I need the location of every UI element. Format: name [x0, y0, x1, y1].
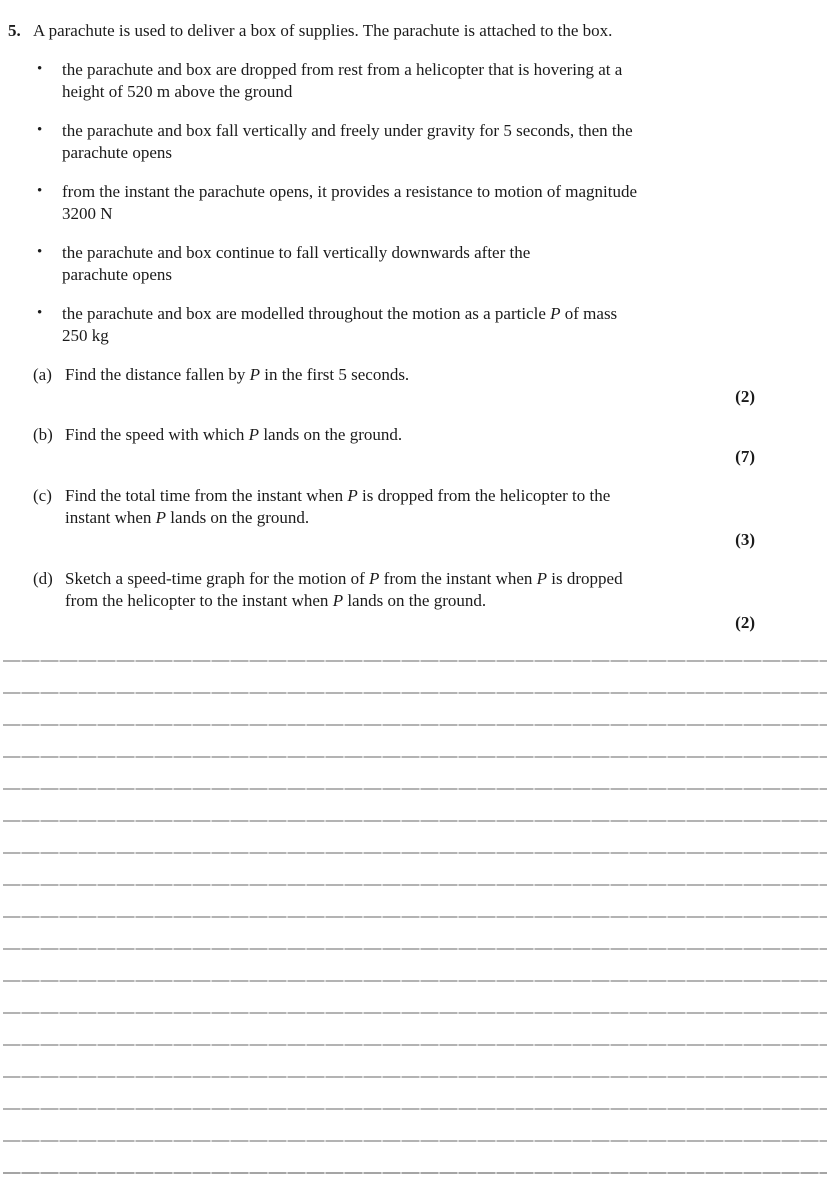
part-text [65, 364, 750, 386]
answer-lines-section [0, 634, 830, 1174]
marks-badge: (2) [735, 387, 755, 406]
bullet-text-line [62, 120, 750, 142]
answer-rule-line [3, 950, 827, 982]
question-parts [0, 364, 830, 634]
marks-badge: (2) [735, 613, 755, 632]
part-text-line [65, 507, 750, 529]
question-intro-text: A parachute is used to deliver a box of supplies. The parachute is attached to the box. [33, 21, 613, 40]
answer-rule-line [3, 1046, 827, 1078]
marks-badge: (7) [735, 447, 755, 466]
text-segment: Find the speed with which [65, 425, 249, 444]
marks-row [0, 612, 830, 634]
italic-variable: P [249, 365, 260, 384]
bullet-text [62, 59, 750, 103]
answer-rule-line [3, 822, 827, 854]
italic-variable: P [155, 508, 167, 527]
italic-variable: P [369, 569, 380, 588]
marks-row [0, 446, 830, 468]
text-segment: 3200 N [62, 204, 113, 223]
bullet-text-line [62, 242, 750, 264]
bullet-icon: • [37, 122, 43, 138]
bullet-text [62, 181, 750, 225]
answer-rule-line [3, 634, 827, 662]
text-segment: lands on the ground. [259, 425, 403, 444]
text-segment: of mass [560, 304, 618, 323]
text-segment: 250 kg [62, 326, 109, 345]
marks-row [0, 386, 830, 408]
question-intro [0, 20, 830, 42]
bullet-text [62, 303, 750, 347]
part-text [65, 485, 750, 529]
part-text-line [65, 485, 750, 507]
part-text-line [65, 568, 750, 590]
question-part [0, 364, 830, 386]
answer-rule-line [3, 1014, 827, 1046]
answer-rule-line [3, 758, 827, 790]
bullet-text-line [62, 59, 750, 81]
question-part [0, 424, 830, 446]
bullet-text-line [62, 264, 750, 286]
part-text [65, 424, 750, 446]
text-segment: lands on the ground. [166, 508, 310, 527]
answer-rule-line [3, 694, 827, 726]
part-text-line [65, 364, 750, 386]
answer-rule-line [3, 790, 827, 822]
question-number: 5. [8, 21, 21, 40]
answer-rule-line [3, 726, 827, 758]
text-segment: parachute opens [62, 265, 172, 284]
text-segment: from the instant the parachute opens, it provides a resistance to motion of magnitude [62, 182, 638, 201]
text-segment: in the first 5 seconds. [259, 365, 410, 384]
answer-rule-line [3, 1110, 827, 1142]
bullet-text [62, 242, 750, 286]
answer-rule-line [3, 854, 827, 886]
bullet-list [0, 59, 830, 347]
answer-rule-line [3, 886, 827, 918]
bullet-text [62, 120, 750, 164]
part-label: (c) [33, 486, 52, 505]
text-segment: parachute opens [62, 143, 172, 162]
question-part [0, 485, 830, 529]
part-text-line [65, 590, 750, 612]
text-segment: the parachute and box are modelled throughout the motion as a particle [62, 304, 551, 323]
bullet-text-line [62, 325, 750, 347]
part-text-line [65, 424, 750, 446]
answer-rule-line [3, 1142, 827, 1174]
bullet-item [0, 242, 830, 286]
text-segment: Find the distance fallen by [65, 365, 250, 384]
marks-badge: (3) [735, 530, 755, 549]
italic-variable: P [248, 425, 260, 444]
part-label: (b) [33, 425, 53, 444]
part-label: (d) [33, 569, 53, 588]
italic-variable: P [550, 304, 561, 323]
answer-rule-line [3, 982, 827, 1014]
bullet-text-line [62, 142, 750, 164]
bullet-item [0, 181, 830, 225]
text-segment: is dropped [547, 569, 623, 588]
part-label: (a) [33, 365, 52, 384]
bullet-text-line [62, 303, 750, 325]
answer-rule-line [3, 662, 827, 694]
text-segment: is dropped from the helicopter to the [357, 486, 611, 505]
text-segment: height of 520 m above the ground [62, 82, 293, 101]
bullet-text-line [62, 81, 750, 103]
text-segment: the parachute and box fall vertically and freely under gravity for 5 seconds, then the [62, 121, 633, 140]
italic-variable: P [347, 486, 358, 505]
bullet-icon: • [37, 183, 43, 199]
bullet-text-line [62, 203, 750, 225]
text-segment: lands on the ground. [343, 591, 487, 610]
answer-rule-line [3, 1078, 827, 1110]
bullet-icon: • [37, 305, 43, 321]
text-segment: instant when [65, 508, 156, 527]
bullet-item [0, 59, 830, 103]
text-segment: Find the total time from the instant when [65, 486, 348, 505]
question-part [0, 568, 830, 612]
bullet-text-line [62, 181, 750, 203]
text-segment: from the helicopter to the instant when [65, 591, 333, 610]
text-segment: from the instant when [379, 569, 537, 588]
italic-variable: P [332, 591, 344, 610]
part-text [65, 568, 750, 612]
italic-variable: P [536, 569, 548, 588]
text-segment: Sketch a speed-time graph for the motion of [65, 569, 370, 588]
text-segment: the parachute and box are dropped from rest from a helicopter that is hovering at a [62, 60, 623, 79]
bullet-icon: • [37, 244, 43, 260]
bullet-icon: • [37, 61, 43, 77]
text-segment: the parachute and box continue to fall vertically downwards after the [62, 243, 531, 262]
answer-rule-line [3, 918, 827, 950]
marks-row [0, 529, 830, 551]
bullet-item [0, 120, 830, 164]
bullet-item [0, 303, 830, 347]
